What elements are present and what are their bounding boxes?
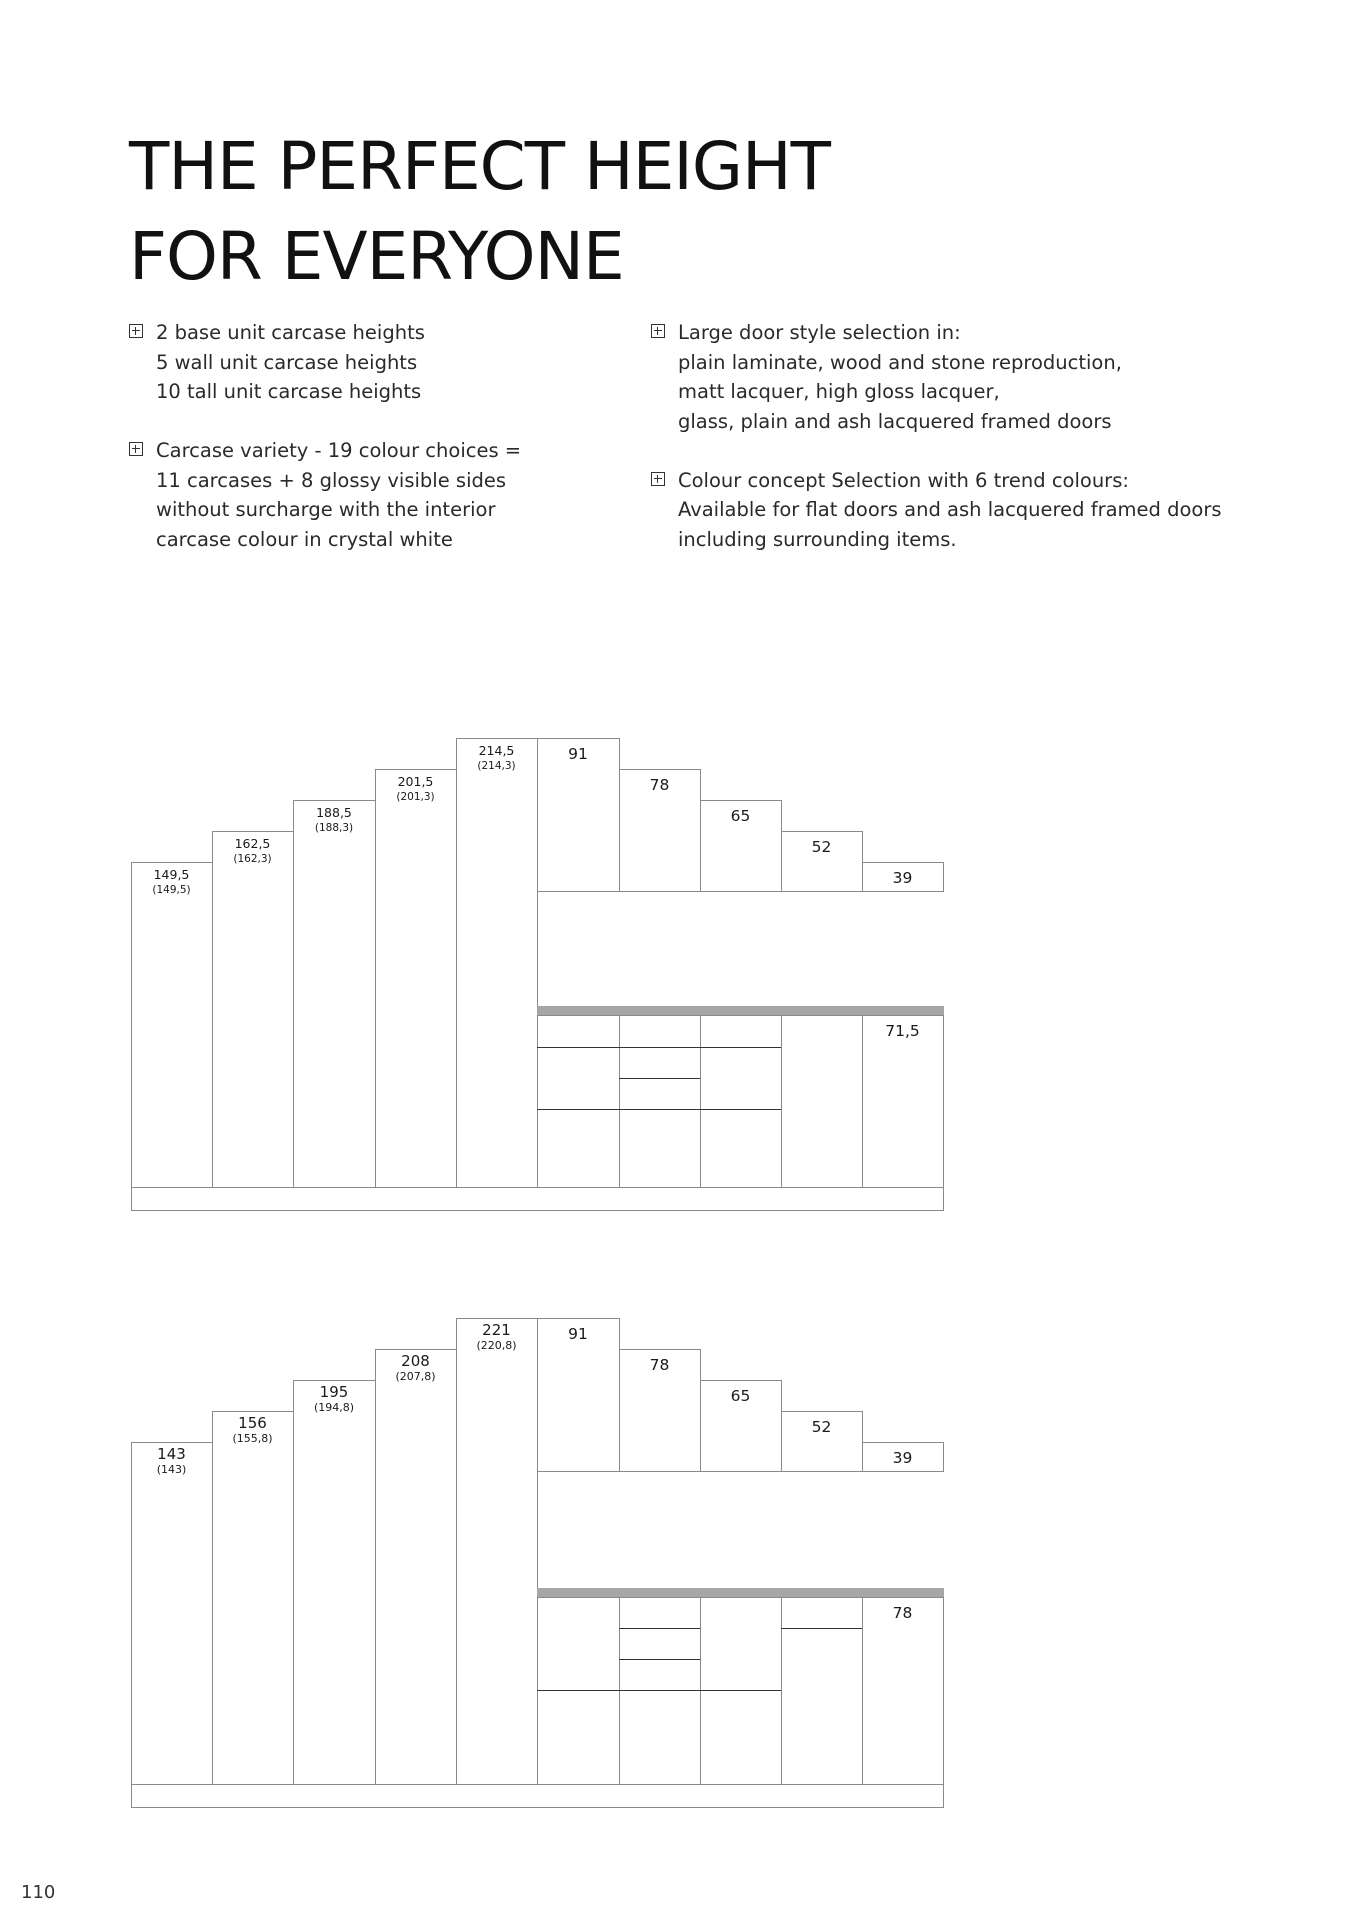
tall-unit-height-label: 201,5 — [397, 774, 434, 789]
wall-unit-height-label: 65 — [730, 1387, 751, 1405]
height-diagram-2 — [0, 1240, 1357, 1810]
tall-unit-height-label: 214,5 — [478, 743, 515, 758]
feature-carcase-heights — [129, 318, 609, 407]
tall-unit-height-label: 188,5 — [316, 805, 352, 820]
tall-unit-height-label: 143 — [157, 1445, 186, 1463]
wall-unit-height-label: 91 — [568, 745, 588, 763]
wall-unit-height-label: 65 — [730, 807, 751, 825]
feature-line: Carcase variety - 19 colour choices = — [156, 439, 522, 462]
base-unit-outline — [782, 1598, 863, 1785]
tall-unit-internal-height-label: (194,8) — [313, 1401, 355, 1414]
feature-line: including surrounding items. — [678, 527, 957, 551]
wall-unit-height-label: 52 — [811, 838, 832, 856]
height-diagram-1-svg — [0, 660, 1357, 1220]
height-diagram-2-svg — [0, 1240, 1357, 1810]
wall-unit-height-label: 39 — [892, 1449, 913, 1467]
tall-unit-outline — [213, 1412, 294, 1785]
tall-unit-outline — [457, 739, 538, 1188]
feature-list-left — [129, 318, 609, 584]
base-unit-outline — [620, 1016, 701, 1188]
height-diagram-1 — [0, 660, 1357, 1220]
tall-unit-outline — [294, 1381, 376, 1785]
feature-list-right — [651, 318, 1301, 584]
worktop-bar — [537, 1588, 944, 1597]
tall-unit-height-label: 195 — [319, 1383, 349, 1401]
wall-unit-height-label: 52 — [811, 1418, 832, 1436]
page-number: 110 — [21, 1882, 56, 1903]
feature-carcase-variety — [129, 436, 609, 554]
plus-box-icon — [129, 442, 143, 456]
tall-unit-height-label: 221 — [482, 1321, 511, 1339]
tall-unit-height-label: 162,5 — [234, 836, 271, 851]
base-unit-outline — [863, 1598, 944, 1785]
feature-line: 2 base unit carcase heights — [156, 321, 425, 344]
base-unit-outline — [538, 1016, 620, 1188]
tall-unit-internal-height-label: (149,5) — [152, 884, 191, 896]
feature-line: Colour concept Selection with 6 trend colours: — [678, 468, 1129, 492]
tall-unit-internal-height-label: (207,8) — [395, 1370, 436, 1383]
wall-unit-height-label: 78 — [649, 1356, 670, 1374]
plinth-outline — [132, 1188, 944, 1211]
worktop-bar — [537, 1006, 944, 1015]
tall-unit-outline — [213, 832, 294, 1188]
page-title — [129, 122, 830, 302]
tall-unit-height-label: 149,5 — [153, 867, 190, 882]
tall-unit-internal-height-label: (220,8) — [476, 1339, 517, 1352]
base-unit-outline — [782, 1016, 863, 1188]
feature-line: 11 carcases + 8 glossy visible sides — [156, 468, 507, 492]
wall-unit-height-label: 78 — [649, 776, 670, 794]
tall-unit-outline — [294, 801, 376, 1188]
wall-unit-height-label: 39 — [892, 869, 913, 887]
base-unit-height-label: 71,5 — [885, 1022, 920, 1040]
feature-line: 5 wall unit carcase heights — [156, 350, 418, 374]
plus-box-icon — [651, 472, 665, 486]
base-unit-height-label: 78 — [892, 1604, 913, 1622]
tall-unit-outline — [457, 1319, 538, 1785]
tall-unit-outline — [132, 1443, 213, 1785]
base-unit-outline — [701, 1016, 782, 1188]
tall-unit-height-label: 208 — [401, 1352, 430, 1370]
feature-line: without surcharge with the interior — [156, 498, 496, 521]
tall-unit-outline — [376, 1350, 457, 1785]
tall-unit-internal-height-label: (155,8) — [232, 1432, 273, 1445]
tall-unit-internal-height-label: (188,3) — [314, 822, 354, 834]
feature-colour-concept — [651, 466, 1301, 555]
feature-line: Available for flat doors and ash lacquered framed doors — [678, 498, 1222, 521]
tall-unit-outline — [376, 770, 457, 1188]
tall-unit-internal-height-label: (143) — [156, 1463, 187, 1476]
page-title-line-2: FOR EVERYONE — [129, 218, 624, 295]
tall-unit-internal-height-label: (162,3) — [233, 853, 272, 865]
feature-line: matt lacquer, high gloss lacquer, — [678, 380, 1000, 403]
base-unit-outline — [863, 1016, 944, 1188]
plus-box-icon — [651, 324, 665, 338]
feature-line: glass, plain and ash lacquered framed doors — [678, 409, 1112, 433]
plus-box-icon — [129, 324, 143, 338]
tall-unit-outline — [132, 863, 213, 1188]
tall-unit-internal-height-label: (214,3) — [477, 760, 516, 772]
feature-line: 10 tall unit carcase heights — [156, 380, 422, 403]
feature-line: carcase colour in crystal white — [156, 527, 453, 551]
tall-unit-internal-height-label: (201,3) — [396, 791, 435, 803]
wall-unit-height-label: 91 — [568, 1325, 588, 1343]
tall-unit-height-label: 156 — [238, 1414, 267, 1432]
feature-line: plain laminate, wood and stone reproduction, — [678, 350, 1122, 374]
page-title-line-1: THE PERFECT HEIGHT — [129, 128, 830, 205]
feature-door-styles — [651, 318, 1301, 436]
plinth-outline — [132, 1785, 944, 1808]
feature-line: Large door style selection in: — [678, 321, 961, 344]
